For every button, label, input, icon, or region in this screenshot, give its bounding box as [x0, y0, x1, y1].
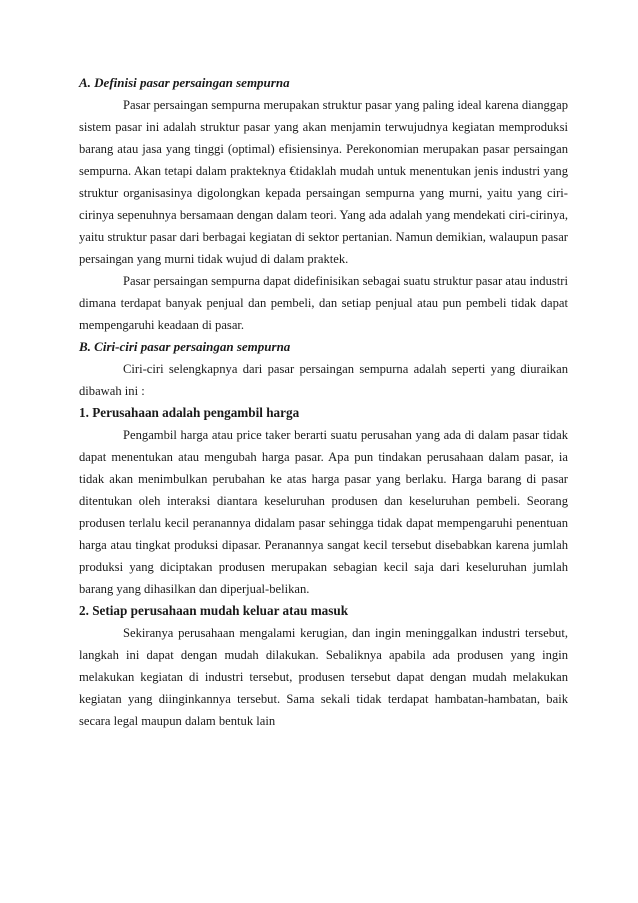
- section-a-heading: A. Definisi pasar persaingan sempurna: [79, 75, 290, 90]
- section-a-paragraph-1: Pasar persaingan sempurna merupakan struktur pasar yang paling ideal karena dianggap sistem pasar ini adalah struktur pasar yang akan menjamin terwujudnya kegiatan memproduksi barang atau jasa yang tinggi (optimal) efisiensinya. Perekonomian merupakan pasar persaingan sempurna. Akan tetapi dalam prakteknya €tidaklah mudah untuk menentukan jenis industri yang struktur organisasinya digolongkan kepada persaingan sempurna yang murni, yaitu yang ciri-cirinya sepenuhnya bersamaan dengan dalam teori. Yang ada adalah yang mendekati ciri-cirinya, yaitu struktur pasar dari berbagai kegiatan di sektor pertanian. Namun demikian, walaupun pasar persaingan yang murni tidak wujud di dalam praktek.: [79, 98, 568, 266]
- point-2-paragraph: Sekiranya perusahaan mengalami kerugian, dan ingin meninggalkan industri tersebut, langkah ini dapat dengan mudah dilakukan. Sebaliknya apabila ada produsen yang ingin melakukan kegiatan di industri tersebut, produsen tersebut dapat dengan mudah melakukan kegiatan yang diinginkannya tersebut. Sama sekali tidak terdapat hambatan-hambatan, baik secara legal maupun dalam bentuk lain: [79, 626, 568, 728]
- point-1-paragraph: Pengambil harga atau price taker berarti suatu perusahan yang ada di dalam pasar tidak dapat menentukan atau mengubah harga pasar. Apa pun tindakan perusahaan dalam pasar, ia tidak akan menimbulkan perubahan ke atas harga pasar yang berlaku. Harga barang di pasar ditentukan oleh interaksi diantara keseluruhan produsen dan keseluruhan pembeli. Seorang produsen terlalu kecil peranannya didalam pasar sehingga tidak dapat mempengaruhi penentuan harga atau tingkat produksi dipasar. Peranannya sangat kecil tersebut disebabkan karena jumlah produksi yang diciptakan produsen merupakan sebagian kecil saja dari keseluruhan jumlah barang yang dihasilkan dan diperjual-belikan.: [79, 428, 568, 596]
- point-1-heading: 1. Perusahaan adalah pengambil harga: [79, 405, 300, 420]
- section-b-intro: Ciri-ciri selengkapnya dari pasar persaingan sempurna adalah seperti yang diuraikan dibawah ini :: [79, 362, 568, 398]
- section-b-heading: B. Ciri-ciri pasar persaingan sempurna: [79, 339, 291, 354]
- point-2-heading: 2. Setiap perusahaan mudah keluar atau masuk: [79, 603, 349, 618]
- section-a-paragraph-2: Pasar persaingan sempurna dapat didefinisikan sebagai suatu struktur pasar atau industri dimana terdapat banyak penjual dan pembeli, dan setiap penjual atau pun pembeli tidak dapat mempengaruhi keadaan di pasar.: [79, 274, 568, 332]
